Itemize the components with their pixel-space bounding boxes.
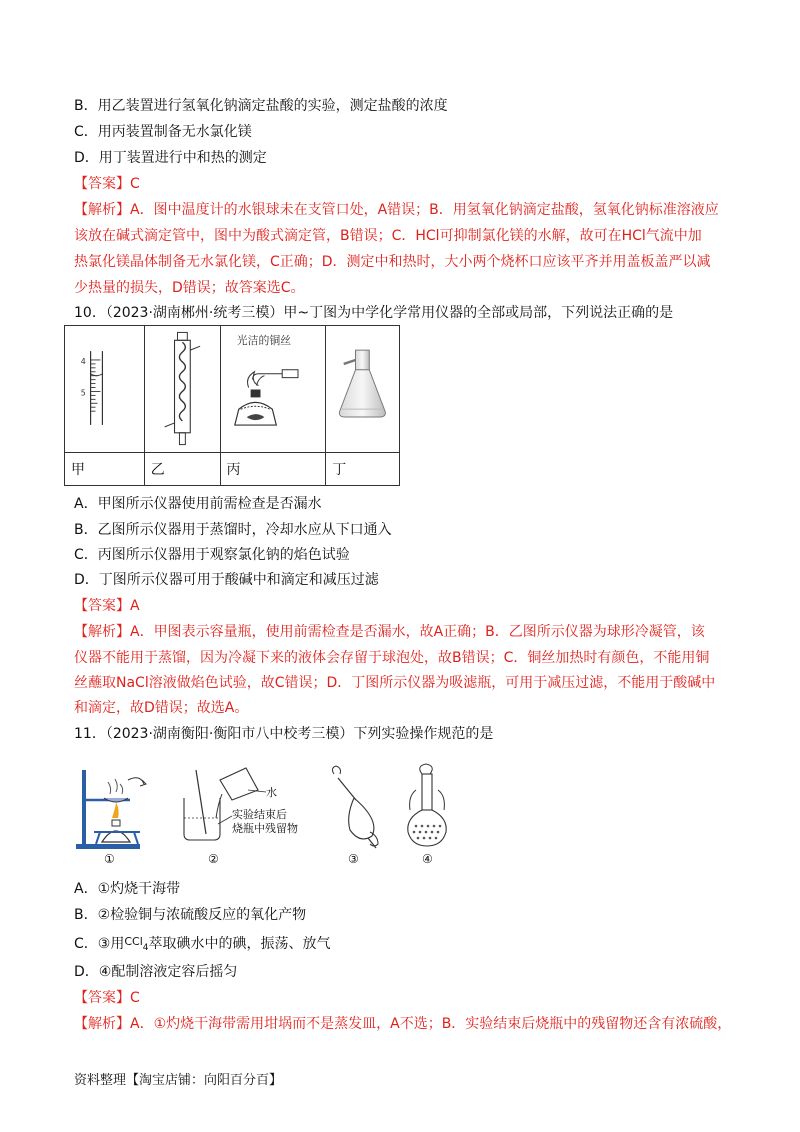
- analysis-tag: 【解析】: [74, 624, 130, 640]
- figure-4-volumetric-flask: [408, 764, 446, 866]
- figure-2-water-label: 水: [266, 786, 277, 799]
- suction-flask-figure: [326, 326, 399, 452]
- q9-option-c: C．用丙装置制备无水氯化镁: [74, 124, 252, 140]
- analysis-tag: 【解析】: [74, 1016, 130, 1032]
- cell-yi-figure: [144, 326, 220, 453]
- q9-analysis-line-4: 少热量的损失，D错误；故答案选C。: [74, 280, 305, 296]
- label-bing: 丙: [220, 453, 326, 486]
- bulb-condenser-figure: [145, 326, 220, 452]
- option-c-prefix: C．③用: [74, 936, 125, 952]
- q9-analysis-line-2: 该放在碱式滴定管中，图中为酸式滴定管，B错误；C．HCl可抑制氯化镁的水解，故可在HCl气流中加: [74, 228, 702, 244]
- answer-value: C: [130, 176, 140, 192]
- q11-option-d: D．④配制溶液定容后摇匀: [74, 964, 238, 980]
- figure-4-label: ④: [422, 852, 433, 866]
- figure-2-label: ②: [208, 852, 219, 866]
- ccl4-subscript: 4: [142, 943, 149, 953]
- q11-stem: 11．（2023·湖南衡阳·衡阳市八中校考三模）下列实验操作规范的是: [74, 726, 494, 742]
- q11-answer: [74, 988, 140, 1008]
- q10-option-a: A．甲图所示仪器使用前需检查是否漏水: [74, 496, 322, 512]
- q10-analysis-line-1: [74, 622, 705, 642]
- q10-option-b: B．乙图所示仪器用于蒸馏时，冷却水应从下口通入: [74, 522, 392, 538]
- q10-option-d: D．丁图所示仪器可用于酸碱中和滴定和减压过滤: [74, 572, 379, 588]
- q10-analysis-line-4: 和滴定，故D错误；故选A。: [74, 700, 249, 716]
- analysis-text: A．甲图表示容量瓶，使用前需检查是否漏水，故A正确；B．乙图所示仪器为球形冷凝管，该: [130, 624, 705, 640]
- label-ding: 丁: [326, 453, 400, 486]
- cell-jia-figure: [65, 326, 145, 453]
- analysis-text: A．①灼烧干海带需用坩埚而不是蒸发皿，A不选；B．实验结束后烧瓶中的残留物还含有浓硫酸，: [130, 1016, 732, 1032]
- instrument-table: [64, 325, 400, 486]
- q11-option-b: B．②检验铜与浓硫酸反应的氧化产物: [74, 907, 307, 923]
- copper-wire-label: 光洁的铜丝: [236, 334, 291, 348]
- experiment-figures: [70, 760, 470, 870]
- q10-stem: 10．（2023·湖南郴州·统考三模）甲~丁图为中学化学常用仪器的全部或局部，下列说法正确的是: [74, 305, 674, 321]
- q10-answer: [74, 596, 140, 616]
- q10-analysis-line-2: 仪器不能用于蒸馏，因为冷凝下来的液体会存留于球泡处，故B错误；C．铜丝加热时有颜色，不能用铜: [74, 650, 710, 666]
- q11-analysis-line-1: [74, 1014, 731, 1034]
- answer-tag: 【答案】: [74, 990, 130, 1006]
- copper-wire-lamp-figure: [221, 326, 326, 452]
- q9-analysis-line-1: [74, 200, 719, 220]
- tick-5: 5: [80, 388, 86, 398]
- analysis-text: A．图中温度计的水银球未在支管口处，A错误；B．用氢氧化钠滴定盐酸，氢氧化钠标准溶液应: [130, 202, 719, 218]
- answer-tag: 【答案】: [74, 598, 130, 614]
- cell-ding-figure: [326, 326, 400, 453]
- option-c-suffix: 萃取碘水中的碘，振荡、放气: [148, 936, 331, 952]
- figure-2-dilution: [184, 768, 298, 866]
- figure-1-evaporation: [76, 770, 146, 866]
- figure-1-label: ①: [104, 852, 115, 866]
- q9-answer: [74, 174, 140, 194]
- ccl4-formula: CCl: [124, 935, 143, 948]
- answer-tag: 【答案】: [74, 176, 130, 192]
- page-footer: 资料整理【淘宝店铺：向阳百分百】: [74, 1073, 283, 1088]
- answer-value: A: [130, 598, 140, 614]
- figure-2-note-1: 实验结束后: [232, 808, 287, 821]
- q10-option-c: C．丙图所示仪器用于观察氯化钠的焰色试验: [74, 547, 350, 563]
- q11-option-c: [74, 932, 330, 958]
- burette-scale-figure: [65, 326, 144, 452]
- tick-4: 4: [80, 356, 86, 366]
- label-yi: 乙: [144, 453, 220, 486]
- cell-bing-figure: [220, 326, 326, 453]
- q11-option-a: A．①灼烧干海带: [74, 881, 181, 897]
- figure-2-note-2: 烧瓶中残留物: [232, 822, 298, 835]
- q9-option-b: B．用乙装置进行氢氧化钠滴定盐酸的实验，测定盐酸的浓度: [74, 98, 448, 114]
- analysis-tag: 【解析】: [74, 202, 130, 218]
- figure-3-separatory-funnel: [332, 766, 378, 866]
- label-jia: 甲: [65, 453, 145, 486]
- q9-analysis-line-3: 热氯化镁晶体制备无水氯化镁，C正确；D．测定中和热时，大小两个烧杯口应该平齐并用盖板盖严以减: [74, 254, 711, 270]
- figure-3-label: ③: [348, 852, 359, 866]
- q10-analysis-line-3: 丝蘸取NaCl溶液做焰色试验，故C错误；D．丁图所示仪器为吸滤瓶，可用于减压过滤，不能用于酸碱中: [74, 675, 716, 691]
- q9-option-d: D．用丁装置进行中和热的测定: [74, 150, 267, 166]
- answer-value: C: [130, 990, 140, 1006]
